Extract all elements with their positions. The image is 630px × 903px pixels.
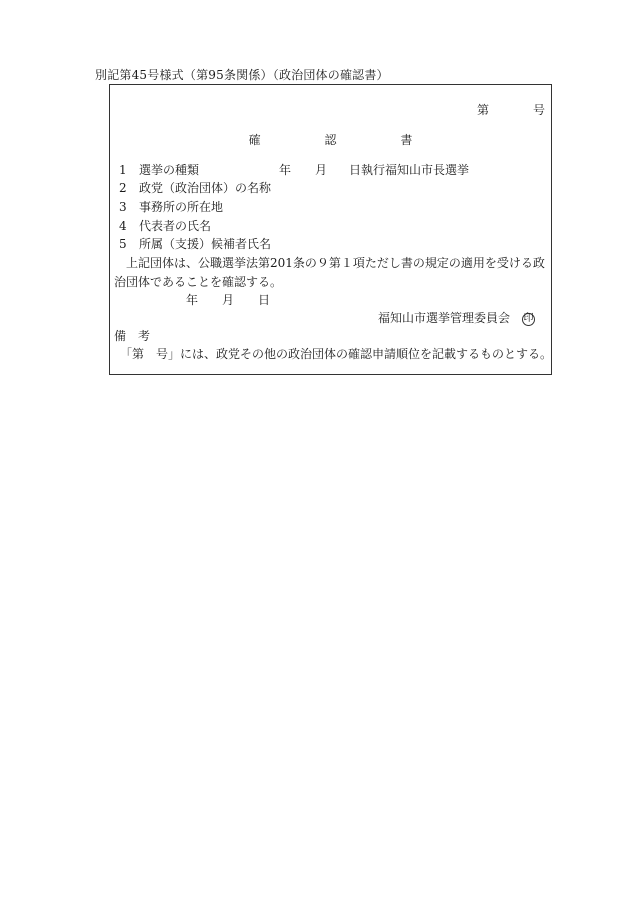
date-day-label: 日: [258, 293, 271, 307]
title-char-3: 書: [400, 133, 413, 147]
confirmation-date: [186, 292, 270, 308]
number-suffix: 号: [532, 103, 545, 117]
date-year-label: 年: [186, 293, 199, 307]
issuer: [378, 310, 535, 326]
date-month-label: 月: [222, 293, 235, 307]
remarks-heading-char-2: 考: [138, 329, 151, 343]
item-party-name: [119, 180, 271, 196]
committee-name: 福知山市選挙管理委員会: [377, 311, 510, 325]
item-candidate-name: [119, 236, 271, 252]
number-prefix: 第: [476, 103, 489, 117]
form-title: [110, 132, 551, 148]
item-label: 所属（支援）候補者氏名: [139, 237, 272, 251]
remarks-heading-char-1: 備: [114, 329, 127, 343]
election-date: [279, 162, 469, 178]
remarks-heading: [114, 328, 150, 344]
form-caption: 別記第45号様式（第95条関係）（政治団体の確認書）: [95, 68, 389, 82]
item-number: 4: [119, 219, 127, 233]
item-office-address: [119, 199, 223, 215]
item-election-type: [119, 162, 470, 178]
seal-mark: 印: [523, 313, 534, 324]
election-year-label: 年: [279, 163, 292, 177]
item-representative-name: [119, 218, 211, 234]
election-day-label: 日執行福知山市長選挙: [349, 163, 470, 177]
confirmation-form: [109, 84, 552, 375]
item-label: 選挙の種類: [139, 163, 200, 177]
item-number: 3: [119, 200, 127, 214]
document-number: [477, 102, 545, 118]
remarks-text: 「第 号」には、政党その他の政治団体の確認申請順位を記載するものとする。: [120, 347, 553, 361]
item-number: 5: [119, 237, 127, 251]
item-label: 代表者の氏名: [139, 219, 212, 233]
title-char-1: 確: [248, 133, 261, 147]
confirmation-statement: 上記団体は、公職選挙法第201条の９第１項ただし書の規定の適用を受ける政治団体であることを確認する。: [114, 256, 545, 289]
title-char-2: 認: [324, 133, 337, 147]
item-label: 事務所の所在地: [139, 200, 224, 214]
item-label: 政党（政治団体）の名称: [139, 181, 272, 195]
election-month-label: 月: [315, 163, 328, 177]
item-number: 1: [119, 163, 127, 177]
item-number: 2: [119, 181, 127, 195]
